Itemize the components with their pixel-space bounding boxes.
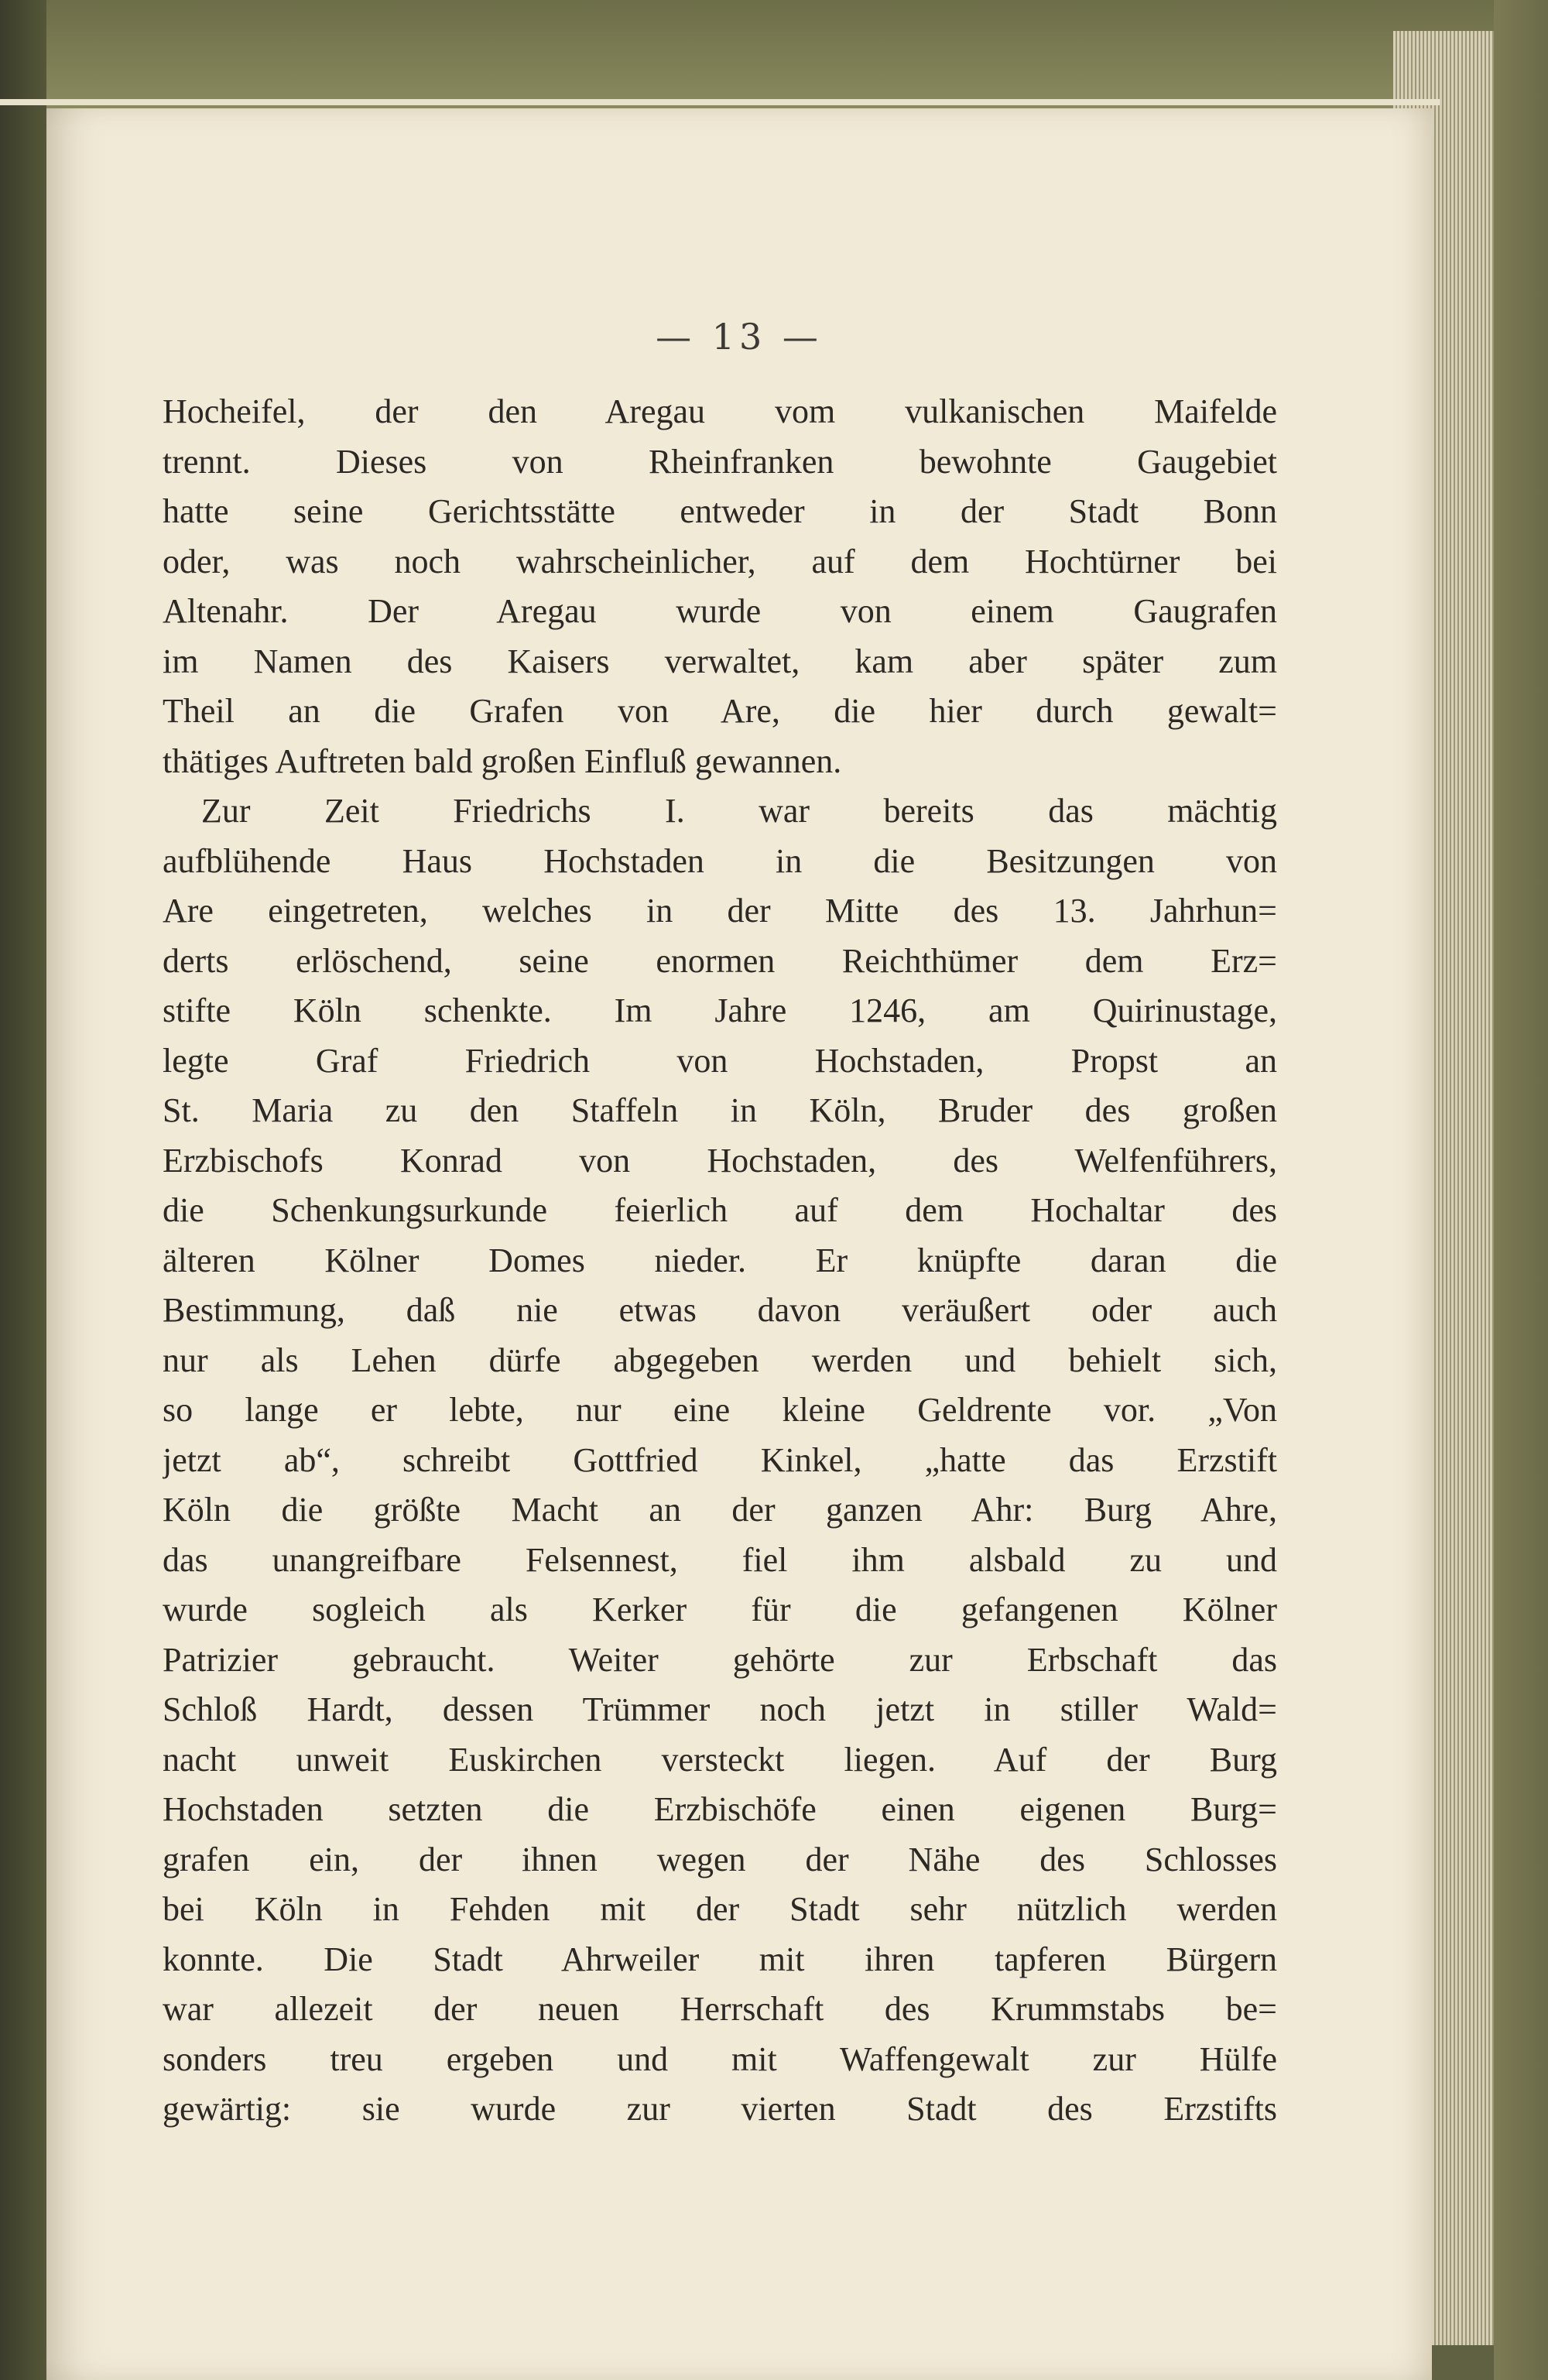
text-line: thätiges Auftreten bald großen Einfluß gewannen. bbox=[163, 741, 842, 780]
text-line: so lange er lebte, nur eine kleine Geldrente vor. „Von bbox=[163, 1391, 1277, 1429]
text-line: aufblühende Haus Hochstaden in die Besitzungen von bbox=[163, 841, 1277, 880]
body-text bbox=[163, 387, 1277, 2135]
text-line: Patrizier gebraucht. Weiter gehörte zur Erbschaft das bbox=[163, 1640, 1277, 1679]
text-line: Köln die größte Macht an der ganzen Ahr: Burg Ahre, bbox=[163, 1491, 1277, 1529]
text-line: bei Köln in Fehden mit der Stadt sehr nützlich werden bbox=[163, 1890, 1277, 1928]
text-line: St. Maria zu den Staffeln in Köln, Bruder des großen bbox=[163, 1091, 1277, 1129]
text-line: nur als Lehen dürfe abgegeben werden und behielt sich, bbox=[163, 1341, 1277, 1379]
text-line: gewärtig: sie wurde zur vierten Stadt des Erzstifts bbox=[163, 2090, 1277, 2128]
page-number: — 13 — bbox=[656, 316, 823, 358]
text-line: das unangreifbare Felsennest, fiel ihm alsbald zu und bbox=[163, 1540, 1277, 1579]
text-line: war allezeit der neuen Herrschaft des Krummstabs be= bbox=[163, 1990, 1277, 2028]
text-line: sonders treu ergeben und mit Waffengewalt zur Hülfe bbox=[163, 2039, 1277, 2078]
text-line: stifte Köln schenkte. Im Jahre 1246, am Quirinustage, bbox=[163, 991, 1277, 1029]
text-line: Bestimmung, daß nie etwas davon veräußert oder auch bbox=[163, 1291, 1277, 1329]
text-line: Erzbischofs Konrad von Hochstaden, des Welfenführers, bbox=[163, 1141, 1277, 1180]
text-line: die Schenkungsurkunde feierlich auf dem Hochaltar des bbox=[163, 1191, 1277, 1229]
text-line: älteren Kölner Domes nieder. Er knüpfte daran die bbox=[163, 1241, 1277, 1279]
text-line: nacht unweit Euskirchen versteckt liegen. Auf der Burg bbox=[163, 1740, 1277, 1779]
text-line: Theil an die Grafen von Are, die hier durch gewalt= bbox=[163, 692, 1277, 730]
book-page bbox=[46, 108, 1432, 2380]
book-cover-top bbox=[0, 0, 1548, 108]
text-line: wurde sogleich als Kerker für die gefangenen Kölner bbox=[163, 1591, 1277, 1628]
text-line: jetzt ab“, schreibt Gottfried Kinkel, „hatte das Erzstift bbox=[163, 1440, 1277, 1479]
text-line: derts erlöschend, seine enormen Reichthümer dem Erz= bbox=[163, 941, 1277, 980]
text-line: Altenahr. Der Aregau wurde von einem Gaugrafen bbox=[163, 592, 1277, 630]
text-line: im Namen des Kaisers verwaltet, kam aber später zum bbox=[163, 642, 1277, 680]
text-line: trennt. Dieses von Rheinfranken bewohnte Gaugebiet bbox=[163, 442, 1277, 481]
text-line: Hochstaden setzten die Erzbischöfe einen eigenen Burg= bbox=[163, 1790, 1277, 1828]
book-cover-left bbox=[0, 0, 46, 2380]
text-line: legte Graf Friedrich von Hochstaden, Propst an bbox=[163, 1041, 1277, 1080]
text-line: oder, was noch wahrscheinlicher, auf dem Hochtürner bei bbox=[163, 542, 1277, 580]
text-line: Hocheifel, der den Aregau vom vulkanischen Maifelde bbox=[163, 392, 1277, 430]
book-cover-right bbox=[1494, 0, 1548, 2380]
text-line: Zur Zeit Friedrichs I. war bereits das mächtig bbox=[201, 792, 1277, 830]
text-line: konnte. Die Stadt Ahrweiler mit ihren tapferen Bürgern bbox=[163, 1940, 1277, 1978]
page-top-edge bbox=[0, 99, 1440, 105]
text-line: Are eingetreten, welches in der Mitte des 13. Jahrhun= bbox=[163, 892, 1277, 930]
text-line: Schloß Hardt, dessen Trümmer noch jetzt in stiller Wald= bbox=[163, 1690, 1277, 1728]
text-line: grafen ein, der ihnen wegen der Nähe des Schlosses bbox=[163, 1840, 1277, 1878]
text-line: hatte seine Gerichtsstätte entweder in der Stadt Bonn bbox=[163, 492, 1277, 530]
